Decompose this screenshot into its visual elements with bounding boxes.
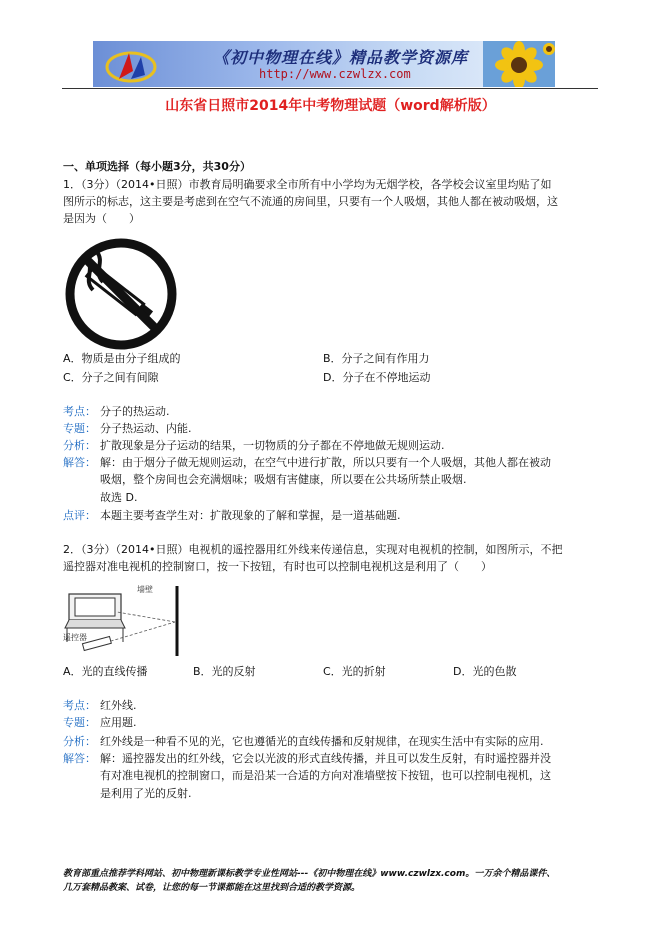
q2-stem-line: 2．（3分）（2014•日照）电视机的遥控器用红外线来传递信息，实现对电视机的控制，如图所示，不把 — [63, 543, 563, 556]
q1-dianping: 本题主要考查学生对：扩散现象的了解和掌握，是一道基础题. — [100, 509, 401, 522]
q1-fenxi-label: 分析： — [63, 439, 96, 452]
section-heading: 一、单项选择（每小题3分，共30分） — [63, 160, 251, 173]
q1-stem-line: 图所示的标志，这主要是考虑到在空气不流通的房间里，只要有一个人吸烟，其他人都在被动吸烟，这 — [63, 195, 558, 208]
q1-option-d: D．分子在不停地运动 — [323, 371, 431, 384]
document-title: 山东省日照市2014年中考物理试题（word解析版） — [165, 98, 496, 114]
remote-label: 遥控器 — [63, 633, 87, 642]
header-banner — [93, 41, 555, 87]
q1-kaodian-label: 考点： — [63, 405, 96, 418]
q1-kaodian: 分子的热运动. — [100, 405, 170, 418]
q1-option-a: A．物质是由分子组成的 — [63, 352, 181, 365]
q1-zhuanti-label: 专题： — [63, 422, 96, 435]
q1-stem-line: 是因为（ ） — [63, 212, 140, 225]
q1-fenxi: 扩散现象是分子运动的结果，一切物质的分子都在不停地做无规则运动. — [100, 439, 445, 452]
q1-jieda-line: 解：由于烟分子做无规则运动，在空气中进行扩散，所以只要有一个人吸烟，其他人都在被动 — [100, 456, 551, 469]
tv-remote-figure — [63, 582, 188, 658]
q1-jieda-line: 故选 D. — [100, 491, 138, 504]
q1-option-b: B．分子之间有作用力 — [323, 352, 430, 365]
q2-kaodian: 红外线. — [100, 699, 137, 712]
footer-line: 教育部重点推荐学科网站、初中物理新课标教学专业性网站---《初中物理在线》www.czwlzx.com。一万余个精品课件、 — [63, 869, 556, 879]
footer-line: 几万套精品教案、试卷，让您的每一节课都能在这里找到合适的教学资源。 — [63, 883, 361, 893]
q1-jieda-line: 吸烟，整个房间也会充满烟味；吸烟有害健康，所以要在公共场所禁止吸烟. — [100, 473, 467, 486]
sunflower-icon — [483, 41, 555, 87]
q1-jieda-label: 解答： — [63, 456, 96, 469]
q2-stem-line: 遥控器对准电视机的控制窗口，按一下按钮，有时也可以控制电视机这是利用了（ ） — [63, 560, 492, 573]
q2-fenxi-label: 分析： — [63, 735, 96, 748]
q2-zhuanti: 应用题. — [100, 716, 137, 729]
q2-jieda-line: 解：遥控器发出的红外线，它会以光波的形式直线传播，并且可以发生反射，有时遥控器并没 — [100, 752, 551, 765]
q2-zhuanti-label: 专题： — [63, 716, 96, 729]
q2-jieda-line: 是利用了光的反射. — [100, 787, 192, 800]
q1-dianping-label: 点评： — [63, 509, 96, 522]
q2-fenxi: 红外线是一种看不见的光，它也遵循光的直线传播和反射规律，在现实生活中有实际的应用. — [100, 735, 544, 748]
q2-option-b: B．光的反射 — [193, 665, 256, 678]
header-rule — [62, 88, 598, 89]
site-logo-icon — [101, 45, 161, 85]
q2-option-d: D．光的色散 — [453, 665, 517, 678]
q1-option-c: C．分子之间有间隙 — [63, 371, 159, 384]
q1-zhuanti: 分子热运动、内能. — [100, 422, 192, 435]
banner-url[interactable]: http://www.czwlzx.com — [259, 67, 411, 81]
q2-kaodian-label: 考点： — [63, 699, 96, 712]
banner-title: 《初中物理在线》精品教学资源库 — [213, 48, 469, 67]
q1-stem-line: 1．（3分）（2014•日照）市教育局明确要求全市所有中小学均为无烟学校，各学校会议室里均贴了如 — [63, 178, 552, 191]
no-smoking-icon — [65, 238, 177, 350]
q2-option-c: C．光的折射 — [323, 665, 386, 678]
wall-label: 墙壁 — [137, 585, 153, 594]
q2-option-a: A．光的直线传播 — [63, 665, 148, 678]
q2-jieda-label: 解答： — [63, 752, 96, 765]
q2-jieda-line: 有对准电视机的控制窗口，而是沿某一合适的方向对准墙壁按下按钮，也可以控制电视机，这 — [100, 769, 551, 782]
